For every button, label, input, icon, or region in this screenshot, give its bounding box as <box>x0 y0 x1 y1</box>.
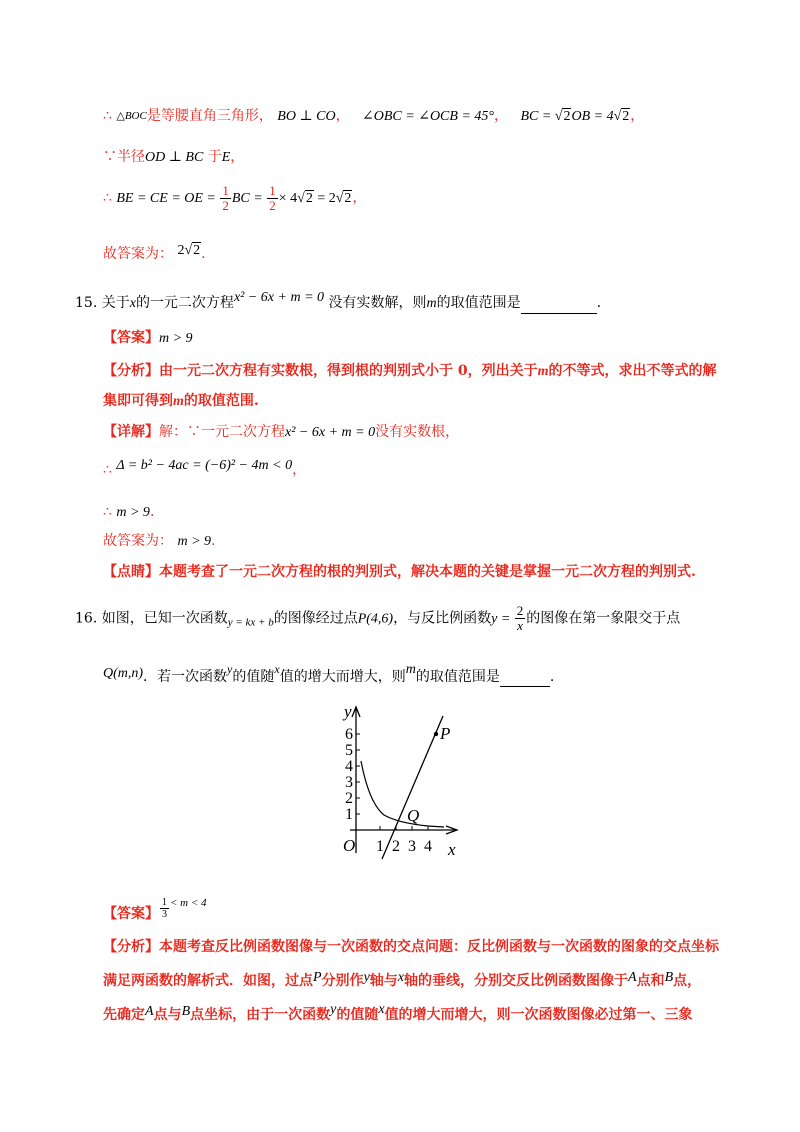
x-tick-4: 4 <box>424 838 432 855</box>
var: B <box>181 1004 191 1019</box>
question-number: 15. <box>75 295 98 311</box>
function-graph <box>336 703 466 863</box>
text: 没有实数根， <box>375 424 460 440</box>
text: 2 <box>177 243 185 258</box>
text: = 2 <box>313 191 336 206</box>
text: 解：∵一元二次方程 <box>159 424 285 440</box>
q14-l1-text: 是等腰直角三角形， <box>146 108 273 124</box>
comma: ， <box>335 108 350 124</box>
answer-label: 故答案为： <box>103 533 173 549</box>
therefore-symbol: ∴ <box>103 190 112 206</box>
text: 的取值范围. <box>183 393 259 409</box>
question-number: 16. <box>75 610 98 627</box>
denominator: x <box>517 618 523 633</box>
y-tick-2: 2 <box>345 790 353 807</box>
answer-value: m > 9 <box>159 331 193 346</box>
answer-blank[interactable] <box>500 686 550 687</box>
q15-analysis-1 <box>103 361 717 382</box>
var: x <box>378 1002 385 1017</box>
text: 值的增大而增大，则 <box>279 669 406 685</box>
radicand: 2 <box>563 109 571 124</box>
sqrt: √2 <box>335 191 352 206</box>
q14-answer-value <box>177 242 201 258</box>
text: 的取值范围是 <box>415 669 500 685</box>
period: . <box>211 533 216 549</box>
radicand: 2 <box>622 109 630 124</box>
sqrt: √2 <box>554 109 571 124</box>
comma: ， <box>352 190 367 206</box>
text: BE = CE = OE = <box>116 191 220 206</box>
origin-label: O <box>343 836 356 855</box>
text: 没有实数解，则 <box>328 295 427 311</box>
var: y <box>330 1002 337 1017</box>
var-x: x <box>129 296 136 311</box>
q15-comment <box>103 562 696 582</box>
text: OB = 4 <box>571 109 614 124</box>
q15-final-answer <box>103 531 215 552</box>
conclusion: m > 9 <box>116 505 150 520</box>
text: BC = <box>520 109 555 124</box>
var: A <box>628 970 637 985</box>
text: 于 <box>207 149 222 165</box>
numerator: 1 <box>269 182 276 198</box>
inverse-function-curve <box>361 761 444 827</box>
q15-detail <box>103 422 459 443</box>
text: 本题考查了一元二次方程的根的判别式，解决本题的关键是掌握一元二次方程的判别式. <box>159 564 696 580</box>
q16-stem-1 <box>75 604 680 637</box>
text: 由一元二次方程有实数根，得到根的判别式小于 0，列出关于 <box>159 363 538 379</box>
y-tick-1: 1 <box>345 806 353 823</box>
y-tick-3: 3 <box>345 774 353 791</box>
analysis-tag: 【分析】 <box>103 363 159 379</box>
numerator: 1 <box>162 896 167 908</box>
text: BC = <box>231 191 267 206</box>
text: 的取值范围是 <box>436 295 521 311</box>
comment-tag: 【点睛】 <box>103 564 159 580</box>
q16-analysis-2 <box>103 968 701 991</box>
y-tick-5: 5 <box>345 742 353 759</box>
text: 半径 <box>117 149 145 165</box>
x-axis-label: x <box>448 840 456 859</box>
inverse-fraction <box>515 604 526 633</box>
var-y: y <box>227 662 233 676</box>
sqrt: √2 <box>613 109 630 124</box>
y-tick-6: 6 <box>345 726 353 743</box>
var-m: m <box>426 296 437 311</box>
text: 的一元二次方程 <box>135 295 234 311</box>
q16-answer <box>103 890 207 927</box>
therefore-symbol: ∴ <box>103 504 112 520</box>
point-q-label: Q <box>407 806 420 825</box>
q14-math-angles: ∠OBC = ∠OCB = 45° <box>362 109 494 124</box>
answer-inequality: < m < 4 <box>170 897 207 909</box>
q15-discriminant <box>103 456 306 480</box>
numerator: 1 <box>222 182 229 198</box>
var: P <box>313 970 322 985</box>
x-tick-2: 2 <box>392 838 400 855</box>
fraction-half <box>267 184 278 213</box>
text: 值的增大而增大，则一次函数图像必过第一、三象 <box>384 1007 693 1023</box>
q14-math-bc <box>520 109 630 124</box>
text: 的图像在第一象限交于点 <box>526 610 681 627</box>
comma: ， <box>630 108 645 124</box>
q15-conclusion <box>103 502 154 523</box>
triangle-boc: △BOC <box>116 110 147 122</box>
text: 的不等式，求出不等式的解 <box>548 363 717 379</box>
detail-tag: 【详解】 <box>103 424 159 440</box>
q16-analysis-3 <box>103 1000 693 1025</box>
text: 点和 <box>636 973 665 989</box>
var-m: m <box>173 394 184 409</box>
sqrt: √2 <box>297 191 313 206</box>
q16-analysis-1 <box>103 937 719 957</box>
var: B <box>664 970 674 985</box>
var-m: m <box>537 364 549 379</box>
text: ，与反比例函数 <box>393 610 492 627</box>
discriminant: Δ = b² − 4ac = (−6)² − 4m < 0 <box>116 458 293 473</box>
denominator: 3 <box>162 908 167 920</box>
q15-equation: x² − 6x + m = 0 <box>233 290 325 305</box>
answer-tag: 【答案】 <box>103 906 159 922</box>
answer-tag: 【答案】 <box>103 330 159 346</box>
radicand: 2 <box>193 243 201 258</box>
point-q: Q(m,n) <box>103 666 144 681</box>
radicand: 2 <box>305 191 313 206</box>
q15-analysis-2 <box>103 391 259 412</box>
q14-line-2 <box>103 147 244 168</box>
answer-blank[interactable] <box>521 313 597 314</box>
fraction-half <box>220 184 231 213</box>
therefore-symbol: ∴ <box>103 462 112 478</box>
answer-fraction <box>160 897 169 920</box>
y-axis-label: y <box>344 703 352 721</box>
q15-answer <box>103 328 193 349</box>
point-p-dot <box>434 732 438 736</box>
denominator: 2 <box>222 197 229 213</box>
text: 的值随 <box>336 1007 379 1023</box>
text: 集即可得到 <box>103 393 173 409</box>
answer-value: m > 9 <box>177 534 212 549</box>
therefore-symbol: ∴ <box>103 108 112 124</box>
text: 轴与 <box>369 973 398 989</box>
text: 本题考查反比例函数图像与一次函数的交点问题：反比例函数与一次函数的图象的交点坐标 <box>159 939 719 955</box>
q14-math-od: OD ⊥ BC <box>145 150 204 165</box>
text: 的值随 <box>232 669 275 685</box>
because-symbol: ∵ <box>103 149 117 165</box>
analysis-tag: 【分析】 <box>103 939 159 955</box>
denominator: 2 <box>269 197 276 213</box>
text: 先确定 <box>103 1007 145 1023</box>
numerator: 2 <box>516 603 524 618</box>
radicand: 2 <box>344 191 352 206</box>
text: 分别作 <box>321 973 364 989</box>
y-tick-4: 4 <box>345 758 353 775</box>
text: 满足两函数的解析式．如图，过点 <box>103 973 313 989</box>
point-p-label: P <box>440 724 451 743</box>
var: y <box>363 970 370 985</box>
linear-function: y = kx + b <box>227 616 274 629</box>
comma: ， <box>230 149 245 165</box>
point-e: E <box>221 150 231 165</box>
var-m: m <box>405 662 416 677</box>
period: . <box>201 246 206 262</box>
var-x: x <box>274 662 280 676</box>
answer-label: 故答案为： <box>103 246 173 262</box>
var: x <box>397 970 404 985</box>
point-p: P(4,6) <box>357 611 394 627</box>
text: ．若一次函数 <box>143 669 228 685</box>
text: y = <box>491 611 514 627</box>
sqrt: √2 <box>184 243 201 258</box>
equation: x² − 6x + m = 0 <box>285 425 376 440</box>
x-tick-1: 1 <box>376 838 384 855</box>
text: 点， <box>673 973 702 989</box>
text: 如图，已知一次函数 <box>101 610 228 627</box>
comma: ， <box>494 108 508 124</box>
x-tick-3: 3 <box>408 838 416 855</box>
q15-stem: 15. 关于x的一元二次方程x² − 6x + m = 0 没有实数解，则m的取值范围是 . <box>75 288 601 314</box>
text: 点与 <box>153 1007 182 1023</box>
q16-stem-2: Q(m,n)．若一次函数y的值随x值的增大而增大，则m的取值范围是 . <box>103 662 555 685</box>
text: 的图像经过点 <box>273 610 358 627</box>
var: A <box>145 1004 154 1019</box>
q14-line-1 <box>103 106 644 127</box>
text: 轴的垂线，分别交反比例函数图像于 <box>404 973 628 989</box>
q14-line-3 <box>103 183 366 214</box>
text: × 4 <box>278 191 298 206</box>
q14-answer <box>103 241 206 264</box>
text: 点坐标，由于一次函数 <box>190 1007 331 1023</box>
text: 关于 <box>101 295 130 311</box>
q14-math-perp: BO ⊥ CO <box>277 109 336 124</box>
period: . <box>149 504 155 520</box>
comma: ， <box>292 462 307 478</box>
